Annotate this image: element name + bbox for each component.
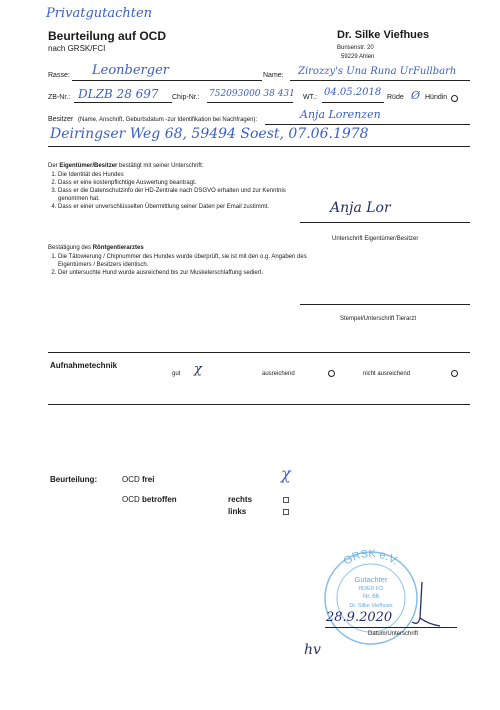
signature-date: 28.9.2020 bbox=[326, 610, 393, 625]
technique-insufficient-label: nicht ausreichend bbox=[363, 371, 411, 377]
owner-item-3: 3. Dass er die Datenschutzinfo der HD-Zentrale nach DSGVO erhalten und zur Kenntnis genommen hat. bbox=[58, 187, 288, 203]
dog-name-label: Name: bbox=[263, 72, 284, 79]
owner-signature-line bbox=[300, 222, 470, 223]
zb-value[interactable]: DLZB 28 697 bbox=[78, 87, 159, 101]
owner-hint: (Name, Anschrift, Geburtsdatum -zur Identifikation bei Nachfragen): bbox=[78, 117, 258, 123]
date-signature-caption: Datum/Unterschrift bbox=[368, 631, 419, 637]
left-side-label: links bbox=[228, 507, 247, 516]
owner-name-line bbox=[265, 124, 470, 125]
vet-name: Dr. Silke Viefhues bbox=[337, 29, 430, 41]
owner-name-value[interactable]: Anja Lorenzen bbox=[300, 108, 381, 121]
private-report-handnote: Privatgutachten bbox=[46, 6, 153, 21]
right-side-label: rechts bbox=[228, 495, 253, 504]
aufnahme-top-rule bbox=[48, 352, 470, 353]
right-side-checkbox[interactable] bbox=[283, 497, 289, 503]
vet-stamp-line bbox=[300, 304, 470, 305]
male-crossed-mark[interactable]: Ø bbox=[411, 89, 421, 102]
birthdate-label: WT.: bbox=[303, 94, 317, 101]
vet-item-1: 1. Die Tätowierung / Chipnummer des Hundes wurde überprüft, sie ist mit den o.g. Angaben des Eigentümers / Besitzers identisch. bbox=[58, 253, 308, 269]
female-label: Hündin bbox=[425, 94, 448, 101]
technique-good-label: gut bbox=[172, 371, 181, 377]
breed-label: Rasse: bbox=[48, 72, 70, 79]
owner-item-2: 2. Dass er eine kostenpflichtige Auswertung beantragt. bbox=[58, 179, 288, 187]
date-signature-line bbox=[325, 627, 457, 628]
female-radio[interactable] bbox=[451, 95, 458, 102]
vet-city: 59229 Ahlen bbox=[341, 54, 375, 60]
vet-confirmation bbox=[48, 244, 308, 277]
assessment-label: Beurteilung: bbox=[50, 475, 98, 484]
ocd-free-label: OCD frei bbox=[122, 475, 155, 484]
technique-good-mark[interactable]: χ bbox=[194, 362, 202, 377]
svg-text:GRSK e.V. bbox=[342, 548, 401, 568]
owner-intro: Der Eigentümer/Besitzer bestätigt mit seiner Unterschrift: bbox=[48, 163, 204, 169]
zb-label: ZB-Nr.: bbox=[48, 94, 71, 101]
vet-item-2: 2. Der untersuchte Hund wurde ausreichend bis zur Muskelerschlaffung sediert. bbox=[58, 269, 308, 277]
ocd-free-mark[interactable]: χ bbox=[281, 464, 291, 483]
vet-street: Bunsenstr. 20 bbox=[337, 45, 374, 51]
male-label: Rüde bbox=[387, 94, 404, 101]
chip-label: Chip-Nr.: bbox=[172, 94, 200, 101]
stamp-arc-text: GRSK e.V. bbox=[341, 547, 401, 568]
owner-address-line bbox=[48, 146, 470, 147]
breed-line bbox=[72, 80, 262, 81]
owner-signature-caption: Unterschrift Eigentümer/Besitzer bbox=[332, 236, 419, 242]
stamp-line-2: HD/ED FCI bbox=[358, 586, 384, 592]
birthdate-value[interactable]: 04.05.2018 bbox=[324, 87, 382, 98]
owner-item-1: 1. Die Identität des Hundes bbox=[58, 171, 288, 179]
initials-handnote: hv bbox=[304, 642, 321, 658]
form-title: Beurteilung auf OCD bbox=[48, 29, 167, 43]
owner-signature: Anja Lor bbox=[330, 200, 391, 216]
owner-address-value[interactable]: Deiringser Weg 68, 59494 Soest, 07.06.1978 bbox=[50, 126, 369, 142]
left-side-checkbox[interactable] bbox=[283, 509, 289, 515]
technique-insufficient-radio[interactable] bbox=[451, 370, 458, 377]
aufnahme-bottom-rule bbox=[48, 404, 470, 405]
technique-sufficient-radio[interactable] bbox=[328, 370, 335, 377]
vet-signature bbox=[400, 580, 445, 630]
breed-value[interactable]: Leonberger bbox=[92, 63, 169, 78]
chip-value[interactable]: 752093000 38 431 bbox=[209, 89, 295, 99]
owner-label: Besitzer bbox=[48, 116, 74, 123]
birthdate-line bbox=[322, 102, 384, 103]
ocd-affected-label: OCD betroffen bbox=[122, 495, 177, 504]
vet-intro: Bestätigung des Röntgentierarztes bbox=[48, 245, 144, 251]
zb-line bbox=[74, 102, 172, 103]
owner-item-4: 4. Dass er einer unverschlüsselten Übermittlung seiner Daten per Email zustimmt. bbox=[58, 203, 288, 211]
chip-line bbox=[207, 102, 293, 103]
form-subtitle: nach GRSK/FCI bbox=[48, 44, 106, 53]
technique-sufficient-label: ausreichend bbox=[262, 371, 295, 377]
stamp-line-3: Nr. 66 bbox=[362, 594, 380, 600]
owner-confirmation bbox=[48, 162, 288, 211]
stamp-line-1: Gutachter bbox=[354, 575, 388, 584]
aufnahme-heading: Aufnahmetechnik bbox=[50, 361, 118, 370]
vet-stamp-caption: Stempel/Unterschrift Tierarzt bbox=[340, 316, 417, 322]
dog-name-line bbox=[290, 80, 470, 81]
stamp-line-4: Dr. Silke Viefhues bbox=[349, 603, 393, 609]
dog-name-value[interactable]: Zirozzy's Una Runa UrFullbarh bbox=[298, 66, 457, 77]
